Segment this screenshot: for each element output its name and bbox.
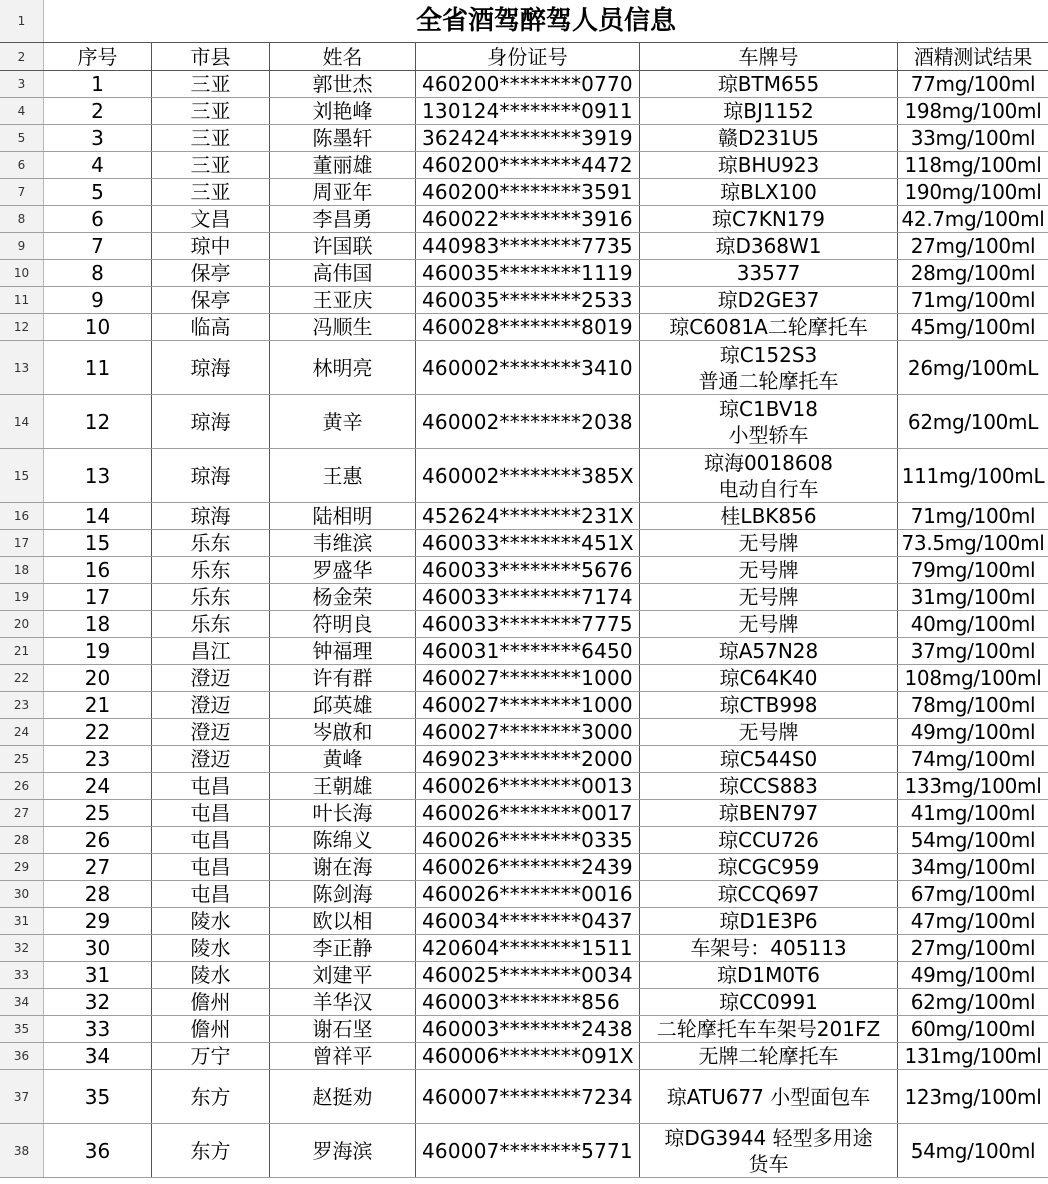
cell-name[interactable]: 陈剑海	[270, 881, 416, 907]
cell-plate[interactable]: 琼D1E3P6	[640, 908, 898, 934]
table-row	[0, 692, 1048, 719]
row-number[interactable]: 4	[0, 98, 44, 124]
cell-city[interactable]: 琼海	[152, 449, 270, 502]
cell-id[interactable]: 452624********231X	[416, 503, 640, 529]
cell-id[interactable]: 460027********3000	[416, 719, 640, 745]
cell-city[interactable]: 儋州	[152, 1016, 270, 1042]
table-row	[0, 71, 1048, 98]
row-number[interactable]: 6	[0, 152, 44, 178]
cell-name[interactable]: 谢在海	[270, 854, 416, 880]
cell-name[interactable]: 许国联	[270, 233, 416, 259]
cell-id[interactable]: 460031********6450	[416, 638, 640, 664]
cell-name[interactable]: 曾祥平	[270, 1043, 416, 1069]
cell-city[interactable]: 三亚	[152, 179, 270, 205]
row-number[interactable]: 2	[0, 43, 44, 70]
cell-result[interactable]: 67mg/100ml	[910, 882, 1036, 906]
row-number[interactable]: 38	[0, 1124, 44, 1177]
cell-name[interactable]: 刘艳峰	[270, 98, 416, 124]
cell-seq[interactable]: 18	[44, 611, 152, 637]
table-row	[0, 314, 1048, 341]
cell-name[interactable]: 周亚年	[270, 179, 416, 205]
cell-name[interactable]: 陆相明	[270, 503, 416, 529]
cell-city[interactable]: 三亚	[152, 125, 270, 151]
cell-city[interactable]: 陵水	[152, 935, 270, 961]
cell-plate[interactable]: 琼BHU923	[640, 152, 898, 178]
cell-name[interactable]: 高伟国	[270, 260, 416, 286]
cell-name[interactable]: 欧以相	[270, 908, 416, 934]
row-number[interactable]: 8	[0, 206, 44, 232]
cell-plate[interactable]: 琼BLX100	[640, 179, 898, 205]
header-seq[interactable]: 序号	[44, 43, 152, 70]
cell-name[interactable]: 符明良	[270, 611, 416, 637]
cell-city[interactable]: 屯昌	[152, 773, 270, 799]
table-row	[0, 962, 1048, 989]
cell-name[interactable]: 冯顺生	[270, 314, 416, 340]
cell-city[interactable]: 澄迈	[152, 746, 270, 772]
header-result[interactable]: 酒精测试结果	[913, 44, 1033, 69]
cell-result[interactable]: 198mg/100ml	[904, 99, 1042, 123]
row-number[interactable]: 31	[0, 908, 44, 934]
cell-name[interactable]: 羊华汉	[270, 989, 416, 1015]
table-row	[0, 179, 1048, 206]
cell-result[interactable]: 28mg/100ml	[910, 261, 1036, 285]
cell-city[interactable]: 保亭	[152, 260, 270, 286]
row-number[interactable]: 11	[0, 287, 44, 313]
cell-seq[interactable]: 19	[44, 638, 152, 664]
cell-result[interactable]: 34mg/100ml	[910, 855, 1036, 879]
table-row	[0, 287, 1048, 314]
table-row	[0, 773, 1048, 800]
row-number[interactable]: 24	[0, 719, 44, 745]
cell-city[interactable]: 乐东	[152, 611, 270, 637]
cell-seq[interactable]: 9	[44, 287, 152, 313]
row-number[interactable]: 18	[0, 557, 44, 583]
cell-city[interactable]: 文昌	[152, 206, 270, 232]
cell-result[interactable]: 118mg/100ml	[904, 153, 1042, 177]
cell-city[interactable]: 乐东	[152, 584, 270, 610]
table-row	[0, 800, 1048, 827]
cell-result[interactable]: 37mg/100ml	[910, 639, 1036, 663]
cell-result[interactable]: 62mg/100mL	[907, 409, 1039, 434]
cell-seq[interactable]: 13	[44, 449, 152, 502]
cell-seq[interactable]: 34	[44, 1043, 152, 1069]
cell-id[interactable]: 460025********0034	[416, 962, 640, 988]
cell-seq[interactable]: 14	[44, 503, 152, 529]
row-number[interactable]: 29	[0, 854, 44, 880]
cell-result[interactable]: 40mg/100ml	[910, 612, 1036, 636]
cell-seq[interactable]: 35	[44, 1070, 152, 1123]
cell-plate[interactable]: 琼D2GE37	[640, 287, 898, 313]
cell-result[interactable]: 71mg/100ml	[910, 288, 1036, 312]
cell-plate[interactable]: 琼C152S3 普通二轮摩托车	[640, 341, 898, 394]
cell-id[interactable]: 460035********1119	[416, 260, 640, 286]
row-number[interactable]: 16	[0, 503, 44, 529]
cell-plate[interactable]: 琼DG3944 轻型多用途 货车	[640, 1124, 898, 1177]
table-row	[0, 935, 1048, 962]
cell-id[interactable]: 460007********5771	[416, 1124, 640, 1177]
cell-id[interactable]: 460033********451X	[416, 530, 640, 556]
cell-plate[interactable]: 琼BEN797	[640, 800, 898, 826]
row-number[interactable]: 12	[0, 314, 44, 340]
cell-city[interactable]: 保亭	[152, 287, 270, 313]
cell-city[interactable]: 三亚	[152, 152, 270, 178]
cell-result[interactable]: 79mg/100ml	[910, 558, 1036, 582]
cell-name[interactable]: 刘建平	[270, 962, 416, 988]
row-number[interactable]: 9	[0, 233, 44, 259]
cell-name[interactable]: 李正静	[270, 935, 416, 961]
cell-result[interactable]: 47mg/100ml	[910, 909, 1036, 933]
row-number[interactable]: 23	[0, 692, 44, 718]
cell-name[interactable]: 钟福理	[270, 638, 416, 664]
cell-plate[interactable]: 车架号：405113	[640, 935, 898, 961]
cell-plate[interactable]: 琼CTB998	[640, 692, 898, 718]
cell-seq[interactable]: 23	[44, 746, 152, 772]
cell-seq[interactable]: 10	[44, 314, 152, 340]
cell-result[interactable]: 54mg/100ml	[910, 828, 1036, 852]
cell-id[interactable]: 440983********7735	[416, 233, 640, 259]
header-plate[interactable]: 车牌号	[640, 43, 898, 70]
cell-name[interactable]: 罗盛华	[270, 557, 416, 583]
cell-plate[interactable]: 无号牌	[640, 719, 898, 745]
cell-plate[interactable]: 琼C6081A二轮摩托车	[640, 314, 898, 340]
cell-name[interactable]: 岑啟和	[270, 719, 416, 745]
cell-result[interactable]: 133mg/100ml	[904, 774, 1042, 798]
table-row	[0, 152, 1048, 179]
cell-plate[interactable]: 琼BJ1152	[640, 98, 898, 124]
cell-seq[interactable]: 4	[44, 152, 152, 178]
cell-plate[interactable]: 无号牌	[640, 530, 898, 556]
cell-result[interactable]: 78mg/100ml	[910, 693, 1036, 717]
cell-id[interactable]: 460007********7234	[416, 1070, 640, 1123]
table-row	[0, 98, 1048, 125]
cell-city[interactable]: 东方	[152, 1124, 270, 1177]
cell-id[interactable]: 460002********2038	[416, 395, 640, 448]
cell-result[interactable]: 31mg/100ml	[910, 585, 1036, 609]
cell-name[interactable]: 许有群	[270, 665, 416, 691]
row-number[interactable]: 37	[0, 1070, 44, 1123]
table-row	[0, 1043, 1048, 1070]
cell-seq[interactable]: 8	[44, 260, 152, 286]
table-row	[0, 611, 1048, 638]
cell-id[interactable]: 362424********3919	[416, 125, 640, 151]
cell-seq[interactable]: 15	[44, 530, 152, 556]
cell-result[interactable]: 108mg/100ml	[904, 666, 1042, 690]
cell-plate[interactable]: 琼C1BV18 小型轿车	[640, 395, 898, 448]
table-row	[0, 665, 1048, 692]
cell-city[interactable]: 乐东	[152, 530, 270, 556]
cell-result[interactable]: 71mg/100ml	[910, 504, 1036, 528]
row-number[interactable]: 36	[0, 1043, 44, 1069]
row-number[interactable]: 25	[0, 746, 44, 772]
cell-seq[interactable]: 27	[44, 854, 152, 880]
table-row	[0, 746, 1048, 773]
table-row	[0, 1070, 1048, 1124]
cell-name[interactable]: 王朝雄	[270, 773, 416, 799]
cell-plate[interactable]: 赣D231U5	[640, 125, 898, 151]
cell-plate[interactable]: 桂LBK856	[640, 503, 898, 529]
cell-plate[interactable]: 无牌二轮摩托车	[640, 1043, 898, 1069]
cell-result[interactable]: 27mg/100ml	[910, 936, 1036, 960]
cell-city[interactable]: 三亚	[152, 71, 270, 97]
table-row	[0, 638, 1048, 665]
cell-result[interactable]: 190mg/100ml	[904, 180, 1042, 204]
cell-name[interactable]: 王惠	[270, 449, 416, 502]
cell-result[interactable]: 77mg/100ml	[910, 72, 1036, 96]
table-row	[0, 557, 1048, 584]
cell-seq[interactable]: 30	[44, 935, 152, 961]
cell-result[interactable]: 45mg/100ml	[910, 315, 1036, 339]
cell-result[interactable]: 131mg/100ml	[904, 1044, 1042, 1068]
cell-seq[interactable]: 7	[44, 233, 152, 259]
cell-id[interactable]: 460035********2533	[416, 287, 640, 313]
cell-id[interactable]: 460026********0335	[416, 827, 640, 853]
cell-city[interactable]: 屯昌	[152, 881, 270, 907]
cell-id[interactable]: 460002********3410	[416, 341, 640, 394]
cell-result[interactable]: 27mg/100ml	[910, 234, 1036, 258]
cell-city[interactable]: 三亚	[152, 98, 270, 124]
cell-seq[interactable]: 20	[44, 665, 152, 691]
cell-name[interactable]: 李昌勇	[270, 206, 416, 232]
cell-result[interactable]: 60mg/100ml	[910, 1017, 1036, 1041]
table-row	[0, 854, 1048, 881]
cell-id[interactable]: 460200********3591	[416, 179, 640, 205]
cell-seq[interactable]: 21	[44, 692, 152, 718]
cell-id[interactable]: 460006********091X	[416, 1043, 640, 1069]
cell-result[interactable]: 54mg/100ml	[910, 1138, 1036, 1163]
cell-id[interactable]: 460022********3916	[416, 206, 640, 232]
cell-id[interactable]: 460033********5676	[416, 557, 640, 583]
cell-plate[interactable]: 无号牌	[640, 611, 898, 637]
cell-seq[interactable]: 24	[44, 773, 152, 799]
cell-plate[interactable]: 无号牌	[640, 557, 898, 583]
cell-plate[interactable]: 琼C64K40	[640, 665, 898, 691]
table-row	[0, 1016, 1048, 1043]
cell-city[interactable]: 澄迈	[152, 665, 270, 691]
cell-seq[interactable]: 2	[44, 98, 152, 124]
cell-seq[interactable]: 12	[44, 395, 152, 448]
table-row	[0, 719, 1048, 746]
cell-plate[interactable]: 琼D368W1	[640, 233, 898, 259]
table-row	[0, 395, 1048, 449]
sheet-title[interactable]: 全省酒驾醉驾人员信息	[415, 6, 676, 36]
cell-seq[interactable]: 28	[44, 881, 152, 907]
row-number[interactable]: 14	[0, 395, 44, 448]
cell-id[interactable]: 460026********0016	[416, 881, 640, 907]
cell-name[interactable]: 韦维滨	[270, 530, 416, 556]
cell-city[interactable]: 陵水	[152, 962, 270, 988]
cell-city[interactable]: 乐东	[152, 557, 270, 583]
cell-plate[interactable]: 琼C544S0	[640, 746, 898, 772]
cell-seq[interactable]: 22	[44, 719, 152, 745]
header-id[interactable]: 身份证号	[416, 43, 640, 70]
cell-name[interactable]: 董丽雄	[270, 152, 416, 178]
row-number[interactable]: 27	[0, 800, 44, 826]
cell-id[interactable]: 460002********385X	[416, 449, 640, 502]
cell-name[interactable]: 谢石坚	[270, 1016, 416, 1042]
cell-seq[interactable]: 17	[44, 584, 152, 610]
cell-plate[interactable]: 琼CCQ697	[640, 881, 898, 907]
cell-name[interactable]: 黄峰	[270, 746, 416, 772]
cell-id[interactable]: 460200********0770	[416, 71, 640, 97]
table-row	[0, 125, 1048, 152]
cell-city[interactable]: 儋州	[152, 989, 270, 1015]
cell-name[interactable]: 赵挺劝	[270, 1070, 416, 1123]
cell-result[interactable]: 41mg/100ml	[910, 801, 1036, 825]
row-number[interactable]: 19	[0, 584, 44, 610]
header-row	[0, 43, 1048, 71]
row-number[interactable]: 3	[0, 71, 44, 97]
table-row	[0, 584, 1048, 611]
table-row	[0, 449, 1048, 503]
cell-plate[interactable]: 无号牌	[640, 584, 898, 610]
cell-result[interactable]: 42.7mg/100ml	[901, 207, 1045, 231]
row-number[interactable]: 13	[0, 341, 44, 394]
row-number[interactable]: 5	[0, 125, 44, 151]
cell-seq[interactable]: 33	[44, 1016, 152, 1042]
cell-seq[interactable]: 3	[44, 125, 152, 151]
cell-seq[interactable]: 16	[44, 557, 152, 583]
row-number[interactable]: 30	[0, 881, 44, 907]
cell-id[interactable]: 460033********7174	[416, 584, 640, 610]
cell-id[interactable]: 460027********1000	[416, 665, 640, 691]
cell-name[interactable]: 邱英雄	[270, 692, 416, 718]
row-number[interactable]: 22	[0, 665, 44, 691]
header-city[interactable]: 市县	[152, 43, 270, 70]
row-number[interactable]: 26	[0, 773, 44, 799]
cell-result[interactable]: 33mg/100ml	[910, 126, 1036, 150]
cell-city[interactable]: 屯昌	[152, 800, 270, 826]
cell-id[interactable]: 460003********856	[416, 989, 640, 1015]
cell-seq[interactable]: 25	[44, 800, 152, 826]
cell-plate[interactable]: 琼ATU677 小型面包车	[640, 1070, 898, 1123]
cell-plate[interactable]: 琼海0018608 电动自行车	[640, 449, 898, 502]
row-number[interactable]: 10	[0, 260, 44, 286]
table-row	[0, 341, 1048, 395]
cell-seq[interactable]: 6	[44, 206, 152, 232]
table-row	[0, 503, 1048, 530]
cell-plate[interactable]: 琼CCS883	[640, 773, 898, 799]
cell-city[interactable]: 澄迈	[152, 719, 270, 745]
cell-name[interactable]: 罗海滨	[270, 1124, 416, 1177]
cell-seq[interactable]: 11	[44, 341, 152, 394]
cell-name[interactable]: 林明亮	[270, 341, 416, 394]
cell-seq[interactable]: 5	[44, 179, 152, 205]
cell-city[interactable]: 东方	[152, 1070, 270, 1123]
cell-result[interactable]: 74mg/100ml	[910, 747, 1036, 771]
cell-seq[interactable]: 31	[44, 962, 152, 988]
table-row	[0, 530, 1048, 557]
cell-result[interactable]: 62mg/100ml	[910, 990, 1036, 1014]
cell-city[interactable]: 屯昌	[152, 827, 270, 853]
cell-plate[interactable]: 琼BTM655	[640, 71, 898, 97]
table-row	[0, 881, 1048, 908]
row-number[interactable]: 21	[0, 638, 44, 664]
cell-name[interactable]: 黄辛	[270, 395, 416, 448]
cell-result[interactable]: 73.5mg/100ml	[901, 531, 1045, 555]
cell-city[interactable]: 琼海	[152, 341, 270, 394]
row-number[interactable]: 7	[0, 179, 44, 205]
cell-name[interactable]: 陈墨轩	[270, 125, 416, 151]
cell-city[interactable]: 琼中	[152, 233, 270, 259]
cell-plate[interactable]: 琼CC0991	[640, 989, 898, 1015]
cell-name[interactable]: 陈绵义	[270, 827, 416, 853]
table-row	[0, 989, 1048, 1016]
cell-result[interactable]: 49mg/100ml	[910, 963, 1036, 987]
row-number[interactable]: 34	[0, 989, 44, 1015]
cell-plate[interactable]: 琼C7KN179	[640, 206, 898, 232]
row-number[interactable]: 20	[0, 611, 44, 637]
row-number[interactable]: 33	[0, 962, 44, 988]
cell-result[interactable]: 49mg/100ml	[910, 720, 1036, 744]
table-row	[0, 260, 1048, 287]
cell-id[interactable]: 420604********1511	[416, 935, 640, 961]
table-row	[0, 206, 1048, 233]
cell-seq[interactable]: 1	[44, 71, 152, 97]
cell-name[interactable]: 王亚庆	[270, 287, 416, 313]
cell-seq[interactable]: 32	[44, 989, 152, 1015]
table-row	[0, 1124, 1048, 1178]
cell-plate[interactable]: 琼CCU726	[640, 827, 898, 853]
cell-id[interactable]: 130124********0911	[416, 98, 640, 124]
table-row	[0, 908, 1048, 935]
cell-id[interactable]: 460034********0437	[416, 908, 640, 934]
cell-id[interactable]: 460003********2438	[416, 1016, 640, 1042]
cell-id[interactable]: 460026********0017	[416, 800, 640, 826]
cell-name[interactable]: 杨金荣	[270, 584, 416, 610]
table-row	[0, 827, 1048, 854]
cell-city[interactable]: 琼海	[152, 503, 270, 529]
cell-city[interactable]: 琼海	[152, 395, 270, 448]
cell-city[interactable]: 澄迈	[152, 692, 270, 718]
row-number[interactable]: 28	[0, 827, 44, 853]
cell-result[interactable]: 26mg/100mL	[907, 355, 1039, 380]
cell-city[interactable]: 万宁	[152, 1043, 270, 1069]
row-number[interactable]: 35	[0, 1016, 44, 1042]
cell-name[interactable]: 郭世杰	[270, 71, 416, 97]
cell-id[interactable]: 460033********7775	[416, 611, 640, 637]
header-name[interactable]: 姓名	[270, 43, 416, 70]
row-number[interactable]: 1	[0, 0, 44, 42]
cell-city[interactable]: 陵水	[152, 908, 270, 934]
cell-result[interactable]: 111mg/100mL	[901, 463, 1045, 488]
cell-plate[interactable]: 琼D1M0T6	[640, 962, 898, 988]
cell-id[interactable]: 469023********2000	[416, 746, 640, 772]
cell-plate[interactable]: 33577	[640, 260, 898, 286]
cell-id[interactable]: 460026********2439	[416, 854, 640, 880]
row-number[interactable]: 15	[0, 449, 44, 502]
row-number[interactable]: 17	[0, 530, 44, 556]
cell-seq[interactable]: 29	[44, 908, 152, 934]
cell-id[interactable]: 460026********0013	[416, 773, 640, 799]
cell-city[interactable]: 昌江	[152, 638, 270, 664]
cell-id[interactable]: 460027********1000	[416, 692, 640, 718]
cell-plate[interactable]: 琼A57N28	[640, 638, 898, 664]
cell-plate[interactable]: 琼CGC959	[640, 854, 898, 880]
row-number[interactable]: 32	[0, 935, 44, 961]
title-row	[0, 0, 1048, 43]
cell-seq[interactable]: 26	[44, 827, 152, 853]
cell-id[interactable]: 460200********4472	[416, 152, 640, 178]
cell-result[interactable]: 123mg/100ml	[904, 1084, 1042, 1109]
cell-city[interactable]: 屯昌	[152, 854, 270, 880]
cell-id[interactable]: 460028********8019	[416, 314, 640, 340]
cell-plate[interactable]: 二轮摩托车车架号201FZ	[640, 1016, 898, 1042]
cell-name[interactable]: 叶长海	[270, 800, 416, 826]
cell-city[interactable]: 临高	[152, 314, 270, 340]
cell-seq[interactable]: 36	[44, 1124, 152, 1177]
table-row	[0, 233, 1048, 260]
